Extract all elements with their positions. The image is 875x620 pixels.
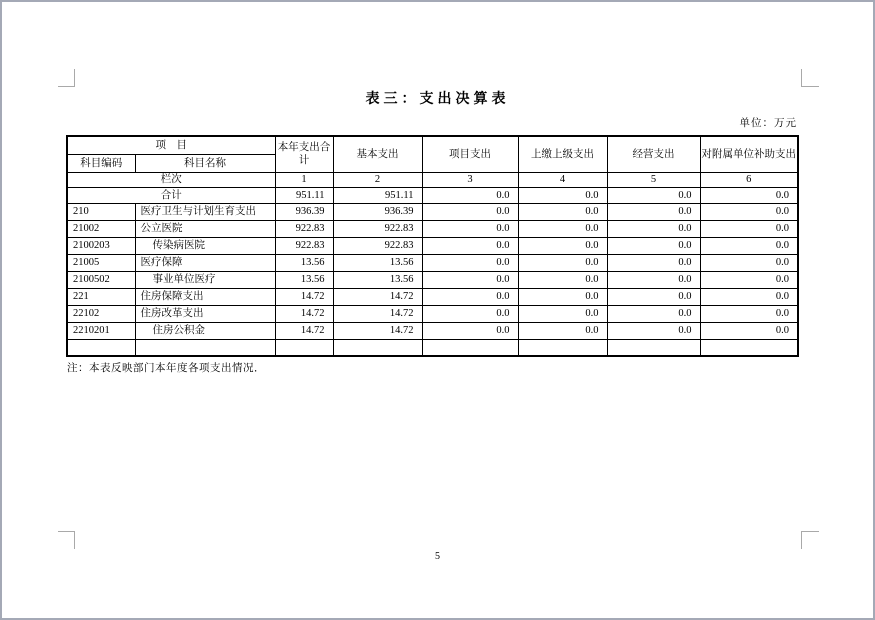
value-cell: 14.72 [275, 288, 333, 305]
value-cell: 0.0 [607, 237, 700, 254]
subject-name-cell: 住房改革支出 [135, 305, 275, 322]
value-cell: 14.72 [333, 305, 422, 322]
subject-name-cell: 公立医院 [135, 220, 275, 237]
subject-name-cell: 医疗卫生与计划生育支出 [135, 203, 275, 220]
value-cell: 0.0 [607, 187, 700, 203]
value-cell: 0.0 [518, 271, 607, 288]
value-cell: 951.11 [333, 187, 422, 203]
table-row [67, 305, 798, 322]
table-row [67, 220, 798, 237]
empty-cell [607, 339, 700, 356]
text-boundary-mark-top-right [801, 86, 819, 87]
value-cell: 0.0 [422, 220, 518, 237]
text-boundary-mark-bottom-left [74, 531, 75, 549]
value-cell: 0.0 [422, 203, 518, 220]
value-cell: 951.11 [275, 187, 333, 203]
value-cell: 0.0 [700, 187, 798, 203]
table-row [67, 322, 798, 339]
empty-cell [135, 339, 275, 356]
value-cell: 0.0 [518, 220, 607, 237]
value-cell: 0.0 [700, 322, 798, 339]
header-col-upper-level-expenditure: 上缴上级支出 [518, 136, 607, 172]
text-boundary-mark-top-left [58, 86, 75, 87]
value-cell: 0.0 [700, 288, 798, 305]
subject-code-cell: 21002 [67, 220, 135, 237]
empty-cell [275, 339, 333, 356]
column-index: 1 [275, 172, 333, 187]
value-cell: 0.0 [518, 254, 607, 271]
text-boundary-mark-bottom-left [58, 531, 75, 532]
value-cell: 0.0 [700, 237, 798, 254]
header-subject-code: 科目编码 [67, 154, 135, 172]
value-cell: 0.0 [422, 322, 518, 339]
value-cell: 14.72 [333, 288, 422, 305]
column-index: 6 [700, 172, 798, 187]
subject-code-cell: 22102 [67, 305, 135, 322]
value-cell: 0.0 [607, 254, 700, 271]
subject-code-cell: 21005 [67, 254, 135, 271]
empty-cell [67, 339, 135, 356]
page-title: 表三：支出决算表 [365, 92, 510, 107]
subject-name-cell: 住房保障支出 [135, 288, 275, 305]
value-cell: 0.0 [518, 187, 607, 203]
value-cell: 13.56 [275, 271, 333, 288]
value-cell: 14.72 [275, 322, 333, 339]
page-number: 5 [435, 551, 440, 562]
header-col-subsidy-expenditure: 对附属单位补助支出 [700, 136, 798, 172]
table-note: 注：本表反映部门本年度各项支出情况． [67, 363, 265, 374]
empty-cell [518, 339, 607, 356]
value-cell: 14.72 [275, 305, 333, 322]
value-cell: 0.0 [518, 288, 607, 305]
column-index: 3 [422, 172, 518, 187]
table-row [67, 203, 798, 220]
value-cell: 13.56 [333, 254, 422, 271]
value-cell: 0.0 [700, 305, 798, 322]
value-cell: 0.0 [422, 305, 518, 322]
value-cell: 0.0 [700, 271, 798, 288]
value-cell: 0.0 [700, 254, 798, 271]
subject-code-cell: 2210201 [67, 322, 135, 339]
header-col-total-expenditure: 本年支出合计 [275, 136, 333, 172]
header-row-1 [67, 136, 798, 154]
value-cell: 0.0 [700, 220, 798, 237]
column-index: 5 [607, 172, 700, 187]
value-cell: 922.83 [275, 220, 333, 237]
subject-name-cell: 住房公积金 [135, 322, 275, 339]
column-index: 4 [518, 172, 607, 187]
table-row [67, 237, 798, 254]
text-boundary-mark-bottom-right [801, 531, 802, 549]
subject-name-cell: 传染病医院 [135, 237, 275, 254]
header-item-group: 项 目 [67, 136, 275, 154]
value-cell: 0.0 [607, 203, 700, 220]
value-cell: 0.0 [422, 254, 518, 271]
empty-cell [422, 339, 518, 356]
value-cell: 0.0 [518, 305, 607, 322]
empty-cell [700, 339, 798, 356]
value-cell: 0.0 [422, 237, 518, 254]
value-cell: 922.83 [333, 237, 422, 254]
subject-code-cell: 210 [67, 203, 135, 220]
value-cell: 0.0 [607, 271, 700, 288]
table-row [67, 254, 798, 271]
column-index-label: 栏次 [67, 172, 275, 187]
value-cell: 0.0 [422, 271, 518, 288]
value-cell: 0.0 [518, 203, 607, 220]
value-cell: 922.83 [333, 220, 422, 237]
value-cell: 922.83 [275, 237, 333, 254]
column-index: 2 [333, 172, 422, 187]
table-row [67, 271, 798, 288]
value-cell: 13.56 [275, 254, 333, 271]
subject-code-cell: 221 [67, 288, 135, 305]
value-cell: 0.0 [700, 203, 798, 220]
value-cell: 0.0 [518, 322, 607, 339]
grand-total-row [67, 187, 798, 203]
value-cell: 0.0 [607, 305, 700, 322]
text-boundary-mark-top-right [801, 69, 802, 87]
value-cell: 0.0 [607, 220, 700, 237]
value-cell: 0.0 [422, 288, 518, 305]
header-col-basic-expenditure: 基本支出 [333, 136, 422, 172]
value-cell: 0.0 [518, 237, 607, 254]
table-row [67, 288, 798, 305]
value-cell: 14.72 [333, 322, 422, 339]
value-cell: 0.0 [607, 322, 700, 339]
empty-cell [333, 339, 422, 356]
value-cell: 0.0 [607, 288, 700, 305]
grand-total-label: 合计 [67, 187, 275, 203]
subject-code-cell: 2100203 [67, 237, 135, 254]
text-boundary-mark-top-left [74, 69, 75, 87]
subject-name-cell: 医疗保障 [135, 254, 275, 271]
header-subject-name: 科目名称 [135, 154, 275, 172]
header-col-project-expenditure: 项目支出 [422, 136, 518, 172]
text-boundary-mark-bottom-right [801, 531, 819, 532]
table-row-empty [67, 339, 798, 356]
column-index-row [67, 172, 798, 187]
value-cell: 936.39 [275, 203, 333, 220]
value-cell: 0.0 [422, 187, 518, 203]
expenditure-table [66, 135, 799, 357]
subject-code-cell: 2100502 [67, 271, 135, 288]
value-cell: 13.56 [333, 271, 422, 288]
header-col-operating-expenditure: 经营支出 [607, 136, 700, 172]
unit-label: 单位：万元 [739, 118, 797, 129]
value-cell: 936.39 [333, 203, 422, 220]
subject-name-cell: 事业单位医疗 [135, 271, 275, 288]
